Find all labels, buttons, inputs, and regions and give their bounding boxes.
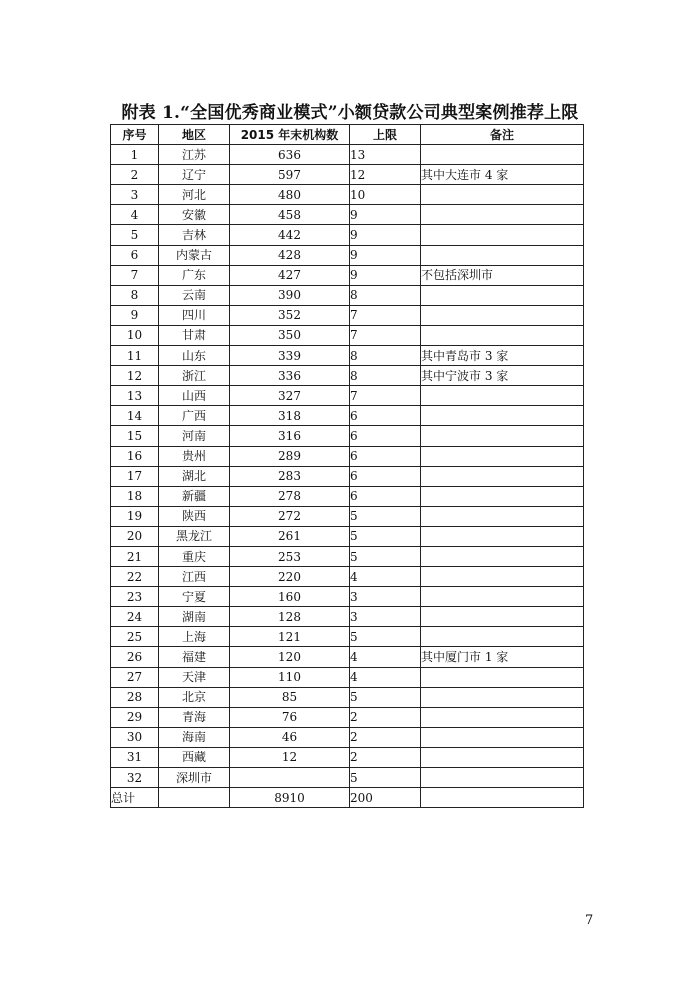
row-note [421,386,584,406]
table-row [111,687,584,707]
row-limit: 3 [350,587,421,607]
row-institution-count: 283 [230,466,350,486]
header-region: 地区 [159,125,230,145]
row-region: 宁夏 [159,587,230,607]
row-index: 3 [111,185,159,205]
row-region: 陕西 [159,506,230,526]
table-row [111,305,584,325]
table-row [111,647,584,667]
row-index: 16 [111,446,159,466]
row-note [421,325,584,345]
row-limit: 6 [350,406,421,426]
table-row [111,446,584,466]
row-index: 11 [111,346,159,366]
table-row [111,346,584,366]
row-region: 湖南 [159,607,230,627]
table-row [111,707,584,727]
row-region: 内蒙古 [159,245,230,265]
row-note: 其中宁波市 3 家 [421,366,584,386]
row-institution-count: 597 [230,165,350,185]
row-region: 重庆 [159,546,230,566]
table-row [111,607,584,627]
row-limit: 5 [350,768,421,788]
table-row [111,587,584,607]
table-row [111,185,584,205]
row-region: 北京 [159,687,230,707]
row-note: 其中大连市 4 家 [421,165,584,185]
row-note [421,285,584,305]
row-limit: 7 [350,325,421,345]
header-index: 序号 [111,125,159,145]
row-institution-count: 46 [230,727,350,747]
row-note [421,768,584,788]
table-row [111,265,584,285]
document-title: 附表 1.“全国优秀商业模式”小额贷款公司典型案例推荐上限 [121,103,579,123]
total-institutions: 8910 [230,788,350,808]
row-region: 湖北 [159,466,230,486]
row-index: 13 [111,386,159,406]
row-index: 10 [111,325,159,345]
row-index: 28 [111,687,159,707]
total-row [111,788,584,808]
table-row [111,486,584,506]
total-note [421,788,584,808]
row-institution-count: 121 [230,627,350,647]
row-index: 29 [111,707,159,727]
row-region: 辽宁 [159,165,230,185]
row-note [421,466,584,486]
row-limit: 7 [350,386,421,406]
recommendation-limit-table [110,124,584,808]
row-note [421,426,584,446]
table-row [111,567,584,587]
header-note: 备注 [421,125,584,145]
table-row [111,768,584,788]
total-limit: 200 [350,788,421,808]
row-note [421,727,584,747]
row-institution-count: 428 [230,245,350,265]
row-region: 海南 [159,727,230,747]
table-row [111,727,584,747]
table-row [111,426,584,446]
row-region: 上海 [159,627,230,647]
row-region: 福建 [159,647,230,667]
row-limit: 4 [350,567,421,587]
header-institution-count: 2015 年末机构数 [230,125,350,145]
row-index: 22 [111,567,159,587]
table-row [111,526,584,546]
row-limit: 8 [350,285,421,305]
row-limit: 4 [350,647,421,667]
row-index: 14 [111,406,159,426]
row-institution-count: 442 [230,225,350,245]
page-number: 7 [585,913,594,928]
row-index: 15 [111,426,159,446]
row-index: 1 [111,145,159,165]
row-index: 32 [111,768,159,788]
row-limit: 4 [350,667,421,687]
row-note [421,305,584,325]
row-region: 西藏 [159,747,230,767]
row-institution-count: 480 [230,185,350,205]
row-limit: 10 [350,185,421,205]
row-index: 9 [111,305,159,325]
row-limit: 5 [350,627,421,647]
row-note [421,607,584,627]
row-limit: 8 [350,346,421,366]
row-note: 其中厦门市 1 家 [421,647,584,667]
row-limit: 9 [350,205,421,225]
row-region: 新疆 [159,486,230,506]
row-limit: 5 [350,687,421,707]
row-limit: 6 [350,466,421,486]
row-index: 21 [111,546,159,566]
row-note [421,486,584,506]
row-institution-count: 327 [230,386,350,406]
row-note: 不包括深圳市 [421,265,584,285]
row-note [421,687,584,707]
table-row [111,366,584,386]
row-institution-count: 220 [230,567,350,587]
row-region: 吉林 [159,225,230,245]
row-note [421,747,584,767]
table-row [111,225,584,245]
row-index: 25 [111,627,159,647]
row-region: 安徽 [159,205,230,225]
row-institution-count: 350 [230,325,350,345]
table-row [111,285,584,305]
row-institution-count: 272 [230,506,350,526]
row-note [421,707,584,727]
table-row [111,546,584,566]
row-limit: 5 [350,546,421,566]
row-institution-count: 160 [230,587,350,607]
row-region: 深圳市 [159,768,230,788]
row-region: 贵州 [159,446,230,466]
table-row [111,627,584,647]
total-region [159,788,230,808]
table-header-row [111,125,584,145]
row-limit: 6 [350,446,421,466]
table-row [111,245,584,265]
table-row [111,667,584,687]
total-label: 总计 [111,788,159,808]
row-index: 17 [111,466,159,486]
row-institution-count: 458 [230,205,350,225]
row-note [421,506,584,526]
row-region: 山西 [159,386,230,406]
row-index: 8 [111,285,159,305]
row-region: 四川 [159,305,230,325]
row-note [421,185,584,205]
row-region: 甘肃 [159,325,230,345]
row-region: 广西 [159,406,230,426]
row-note [421,567,584,587]
row-limit: 5 [350,506,421,526]
row-region: 山东 [159,346,230,366]
row-institution-count: 339 [230,346,350,366]
row-note [421,406,584,426]
row-index: 30 [111,727,159,747]
row-note [421,667,584,687]
row-limit: 9 [350,265,421,285]
row-index: 7 [111,265,159,285]
row-institution-count: 318 [230,406,350,426]
row-note [421,546,584,566]
row-institution-count: 278 [230,486,350,506]
row-limit: 12 [350,165,421,185]
row-index: 4 [111,205,159,225]
row-region: 浙江 [159,366,230,386]
row-region: 黑龙江 [159,526,230,546]
row-limit: 9 [350,245,421,265]
row-institution-count: 12 [230,747,350,767]
row-institution-count: 110 [230,667,350,687]
row-limit: 7 [350,305,421,325]
table-row [111,466,584,486]
table-row [111,747,584,767]
row-note [421,145,584,165]
row-limit: 2 [350,727,421,747]
row-region: 青海 [159,707,230,727]
row-index: 26 [111,647,159,667]
table-row [111,386,584,406]
row-note [421,225,584,245]
row-note [421,627,584,647]
row-institution-count: 352 [230,305,350,325]
table-body [111,145,584,788]
row-index: 18 [111,486,159,506]
row-region: 广东 [159,265,230,285]
row-institution-count: 128 [230,607,350,627]
row-index: 31 [111,747,159,767]
row-index: 27 [111,667,159,687]
row-institution-count: 253 [230,546,350,566]
row-limit: 5 [350,526,421,546]
row-region: 河北 [159,185,230,205]
row-limit: 6 [350,426,421,446]
row-index: 24 [111,607,159,627]
row-institution-count: 636 [230,145,350,165]
row-institution-count [230,768,350,788]
row-institution-count: 289 [230,446,350,466]
row-index: 20 [111,526,159,546]
row-institution-count: 316 [230,426,350,446]
row-region: 河南 [159,426,230,446]
row-limit: 9 [350,225,421,245]
row-institution-count: 427 [230,265,350,285]
row-index: 6 [111,245,159,265]
row-limit: 13 [350,145,421,165]
row-region: 江苏 [159,145,230,165]
row-note [421,245,584,265]
table-row [111,165,584,185]
row-note [421,587,584,607]
row-region: 江西 [159,567,230,587]
row-note [421,205,584,225]
row-index: 2 [111,165,159,185]
table-row [111,406,584,426]
table-row [111,506,584,526]
row-institution-count: 390 [230,285,350,305]
row-limit: 6 [350,486,421,506]
row-note [421,526,584,546]
row-index: 23 [111,587,159,607]
row-index: 12 [111,366,159,386]
row-region: 天津 [159,667,230,687]
row-limit: 2 [350,707,421,727]
row-limit: 8 [350,366,421,386]
row-institution-count: 85 [230,687,350,707]
row-index: 19 [111,506,159,526]
row-institution-count: 336 [230,366,350,386]
row-institution-count: 120 [230,647,350,667]
row-institution-count: 261 [230,526,350,546]
row-limit: 3 [350,607,421,627]
header-limit: 上限 [350,125,421,145]
table-row [111,205,584,225]
row-limit: 2 [350,747,421,767]
row-note [421,446,584,466]
row-institution-count: 76 [230,707,350,727]
table-row [111,145,584,165]
table-row [111,325,584,345]
row-index: 5 [111,225,159,245]
row-region: 云南 [159,285,230,305]
row-note: 其中青岛市 3 家 [421,346,584,366]
